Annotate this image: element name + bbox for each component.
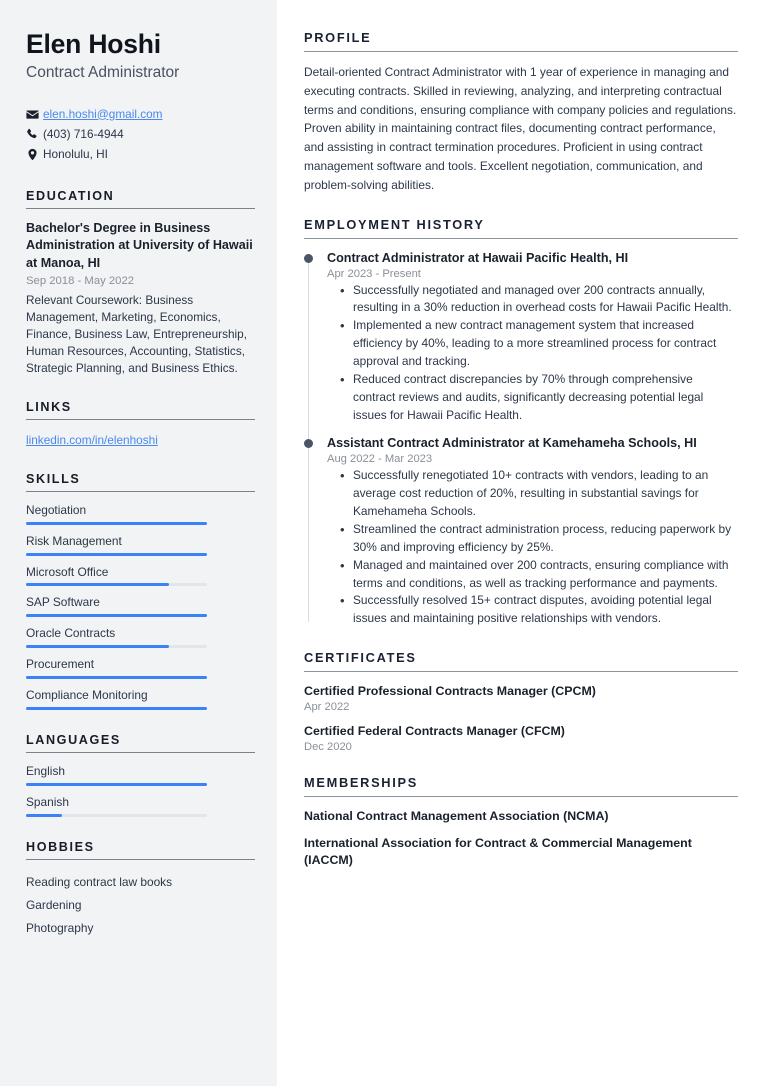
employment-role: Assistant Contract Administrator at Kamehameha Schools, HI <box>327 436 697 451</box>
employment-bullet: • Reduced contract discrepancies by 70% through comprehensive contract reviews and audits, significantly decreasing potential legal issues for Hawaii Pacific Health. <box>353 371 738 425</box>
language-bar-track <box>26 814 207 817</box>
education-description: Relevant Coursework: Business Management, Marketing, Economics, Finance, Business Law, Entrepreneurship, Human Resources, Accounting, Statistics, Strategic Planning, and Business Ethics. <box>26 292 247 375</box>
language-bar-fill <box>26 783 207 786</box>
certificate-name: Certified Professional Contracts Manager (CPCM) <box>304 684 596 699</box>
sidebar <box>0 0 277 1086</box>
employment-timeline <box>304 250 738 629</box>
profile-text: Detail-oriented Contract Administrator with 1 year of experience in managing and executing contracts. Skilled in reviewing, analyzing, and interpreting contractual terms and conditions, ensuring compliance with company policies and regulations. Proven ability in maintaining contract files, documenting contract performance, and assisting in contract termination procedures. Proficient in using contract management software and tools. Excellent negotiation, communication, and problem-solving abilities. <box>304 65 737 192</box>
certificate-date: Apr 2022 <box>304 700 350 713</box>
section-employment-history <box>304 217 738 629</box>
employment-bullet: • Managed and maintained over 200 contracts, ensuring compliance with terms and conditions, as well as tracking performance and payments. <box>353 557 738 593</box>
skill-row <box>26 688 255 710</box>
profile-heading: PROFILE <box>304 30 738 52</box>
language-label: Spanish <box>26 794 69 809</box>
languages-list <box>26 764 255 817</box>
location-pin-icon <box>26 148 43 161</box>
education-item <box>26 220 255 377</box>
language-label: English <box>26 763 65 778</box>
language-row <box>26 795 255 817</box>
section-skills <box>26 472 255 710</box>
skill-bar-fill <box>26 645 169 648</box>
certificates-list <box>304 683 738 752</box>
timeline-dot-icon <box>304 254 313 263</box>
skill-row <box>26 657 255 679</box>
skill-label: Oracle Contracts <box>26 626 116 641</box>
skill-bar-track <box>26 707 207 710</box>
membership-item: National Contract Management Association (NCMA) <box>304 808 609 823</box>
employment-role: Contract Administrator at Hawaii Pacific Health, HI <box>327 250 629 265</box>
employment-bullet: • Successfully renegotiated 10+ contracts with vendors, leading to an average cost reduction of 20%, resulting in substantial savings for Kamehameha Schools. <box>353 467 738 521</box>
contact-email <box>26 107 255 122</box>
skill-bar-track <box>26 676 207 679</box>
hobby-item: Reading contract law books <box>26 874 173 889</box>
employment-entry <box>327 250 738 425</box>
skill-row <box>26 565 255 587</box>
membership-item: International Association for Contract & Commercial Management (IACCM) <box>304 836 692 868</box>
section-education <box>26 189 255 377</box>
skills-heading: SKILLS <box>26 472 255 492</box>
skill-row <box>26 595 255 617</box>
employment-entry <box>327 435 738 628</box>
employment-date: Apr 2023 - Present <box>327 267 421 280</box>
certificate-name: Certified Federal Contracts Manager (CFCM) <box>304 723 565 738</box>
skill-label: Compliance Monitoring <box>26 688 148 703</box>
certificate-date: Dec 2020 <box>304 740 352 753</box>
section-links <box>26 400 255 449</box>
phone-icon <box>26 128 43 141</box>
skill-bar-fill <box>26 614 207 617</box>
section-certificates <box>304 650 738 752</box>
contact-location <box>26 147 255 162</box>
links-heading: LINKS <box>26 400 255 420</box>
languages-heading: LANGUAGES <box>26 733 255 753</box>
skill-bar-fill <box>26 583 169 586</box>
skills-list <box>26 503 255 710</box>
skill-bar-fill <box>26 553 207 556</box>
skill-bar-track <box>26 583 207 586</box>
language-bar-track <box>26 783 207 786</box>
linkedin-link[interactable]: linkedin.com/in/elenhoshi <box>26 432 158 447</box>
contact-list <box>26 107 255 163</box>
skill-label: Risk Management <box>26 533 122 548</box>
hobby-item: Gardening <box>26 897 82 912</box>
memberships-list <box>304 808 738 870</box>
phone-number: (403) 716-4944 <box>43 126 124 141</box>
skill-bar-track <box>26 645 207 648</box>
contact-phone <box>26 127 255 142</box>
skill-label: Negotiation <box>26 502 87 517</box>
employment-bullet: • Streamlined the contract administration process, reducing paperwork by 30% and improving efficiency by 25%. <box>353 521 738 557</box>
education-date: Sep 2018 - May 2022 <box>26 275 135 288</box>
certificates-heading: CERTIFICATES <box>304 650 738 672</box>
employment-date: Aug 2022 - Mar 2023 <box>327 453 433 466</box>
employment-bullet-list <box>327 282 738 425</box>
page-title: Elen Hoshi <box>26 29 161 59</box>
section-memberships <box>304 775 738 870</box>
section-profile <box>304 30 738 195</box>
skill-row <box>26 626 255 648</box>
skill-row <box>26 503 255 525</box>
main-column <box>277 0 768 1086</box>
skill-bar-track <box>26 553 207 556</box>
location-text: Honolulu, HI <box>43 147 108 162</box>
job-title-subtitle: Contract Administrator <box>26 64 180 82</box>
language-bar-fill <box>26 814 62 817</box>
section-hobbies <box>26 840 255 941</box>
skill-bar-fill <box>26 522 207 525</box>
hobby-item: Photography <box>26 921 94 936</box>
skill-bar-fill <box>26 707 207 710</box>
skill-bar-track <box>26 522 207 525</box>
skill-label: Microsoft Office <box>26 564 109 579</box>
hobbies-list <box>26 871 255 941</box>
certificate-item <box>304 723 738 753</box>
certificate-item <box>304 683 738 713</box>
education-heading: EDUCATION <box>26 189 255 209</box>
employment-bullet: • Successfully resolved 15+ contract disputes, avoiding potential legal issues and maintaining positive relationships with vendors. <box>353 592 738 628</box>
email-link[interactable]: elen.hoshi@gmail.com <box>43 106 163 121</box>
employment-bullet-list <box>327 467 738 628</box>
skill-row <box>26 534 255 556</box>
skill-bar-fill <box>26 676 207 679</box>
envelope-icon <box>26 108 43 121</box>
employment-bullet: • Successfully negotiated and managed over 200 contracts annually, resulting in a 30% reduction in overhead costs for Hawaii Pacific Health. <box>353 282 738 318</box>
hobbies-heading: HOBBIES <box>26 840 255 860</box>
skill-label: SAP Software <box>26 595 100 610</box>
employment-heading: EMPLOYMENT HISTORY <box>304 217 738 239</box>
skill-label: Procurement <box>26 657 95 672</box>
timeline-dot-icon <box>304 439 313 448</box>
section-languages <box>26 733 255 817</box>
language-row <box>26 764 255 786</box>
memberships-heading: MEMBERSHIPS <box>304 775 738 797</box>
skill-bar-track <box>26 614 207 617</box>
education-degree: Bachelor's Degree in Business Administration at University of Hawaii at Manoa, HI <box>26 220 253 271</box>
employment-bullet: • Implemented a new contract management system that increased efficiency by 40%, leading to a more streamlined process for contract approval and tracking. <box>353 317 738 371</box>
